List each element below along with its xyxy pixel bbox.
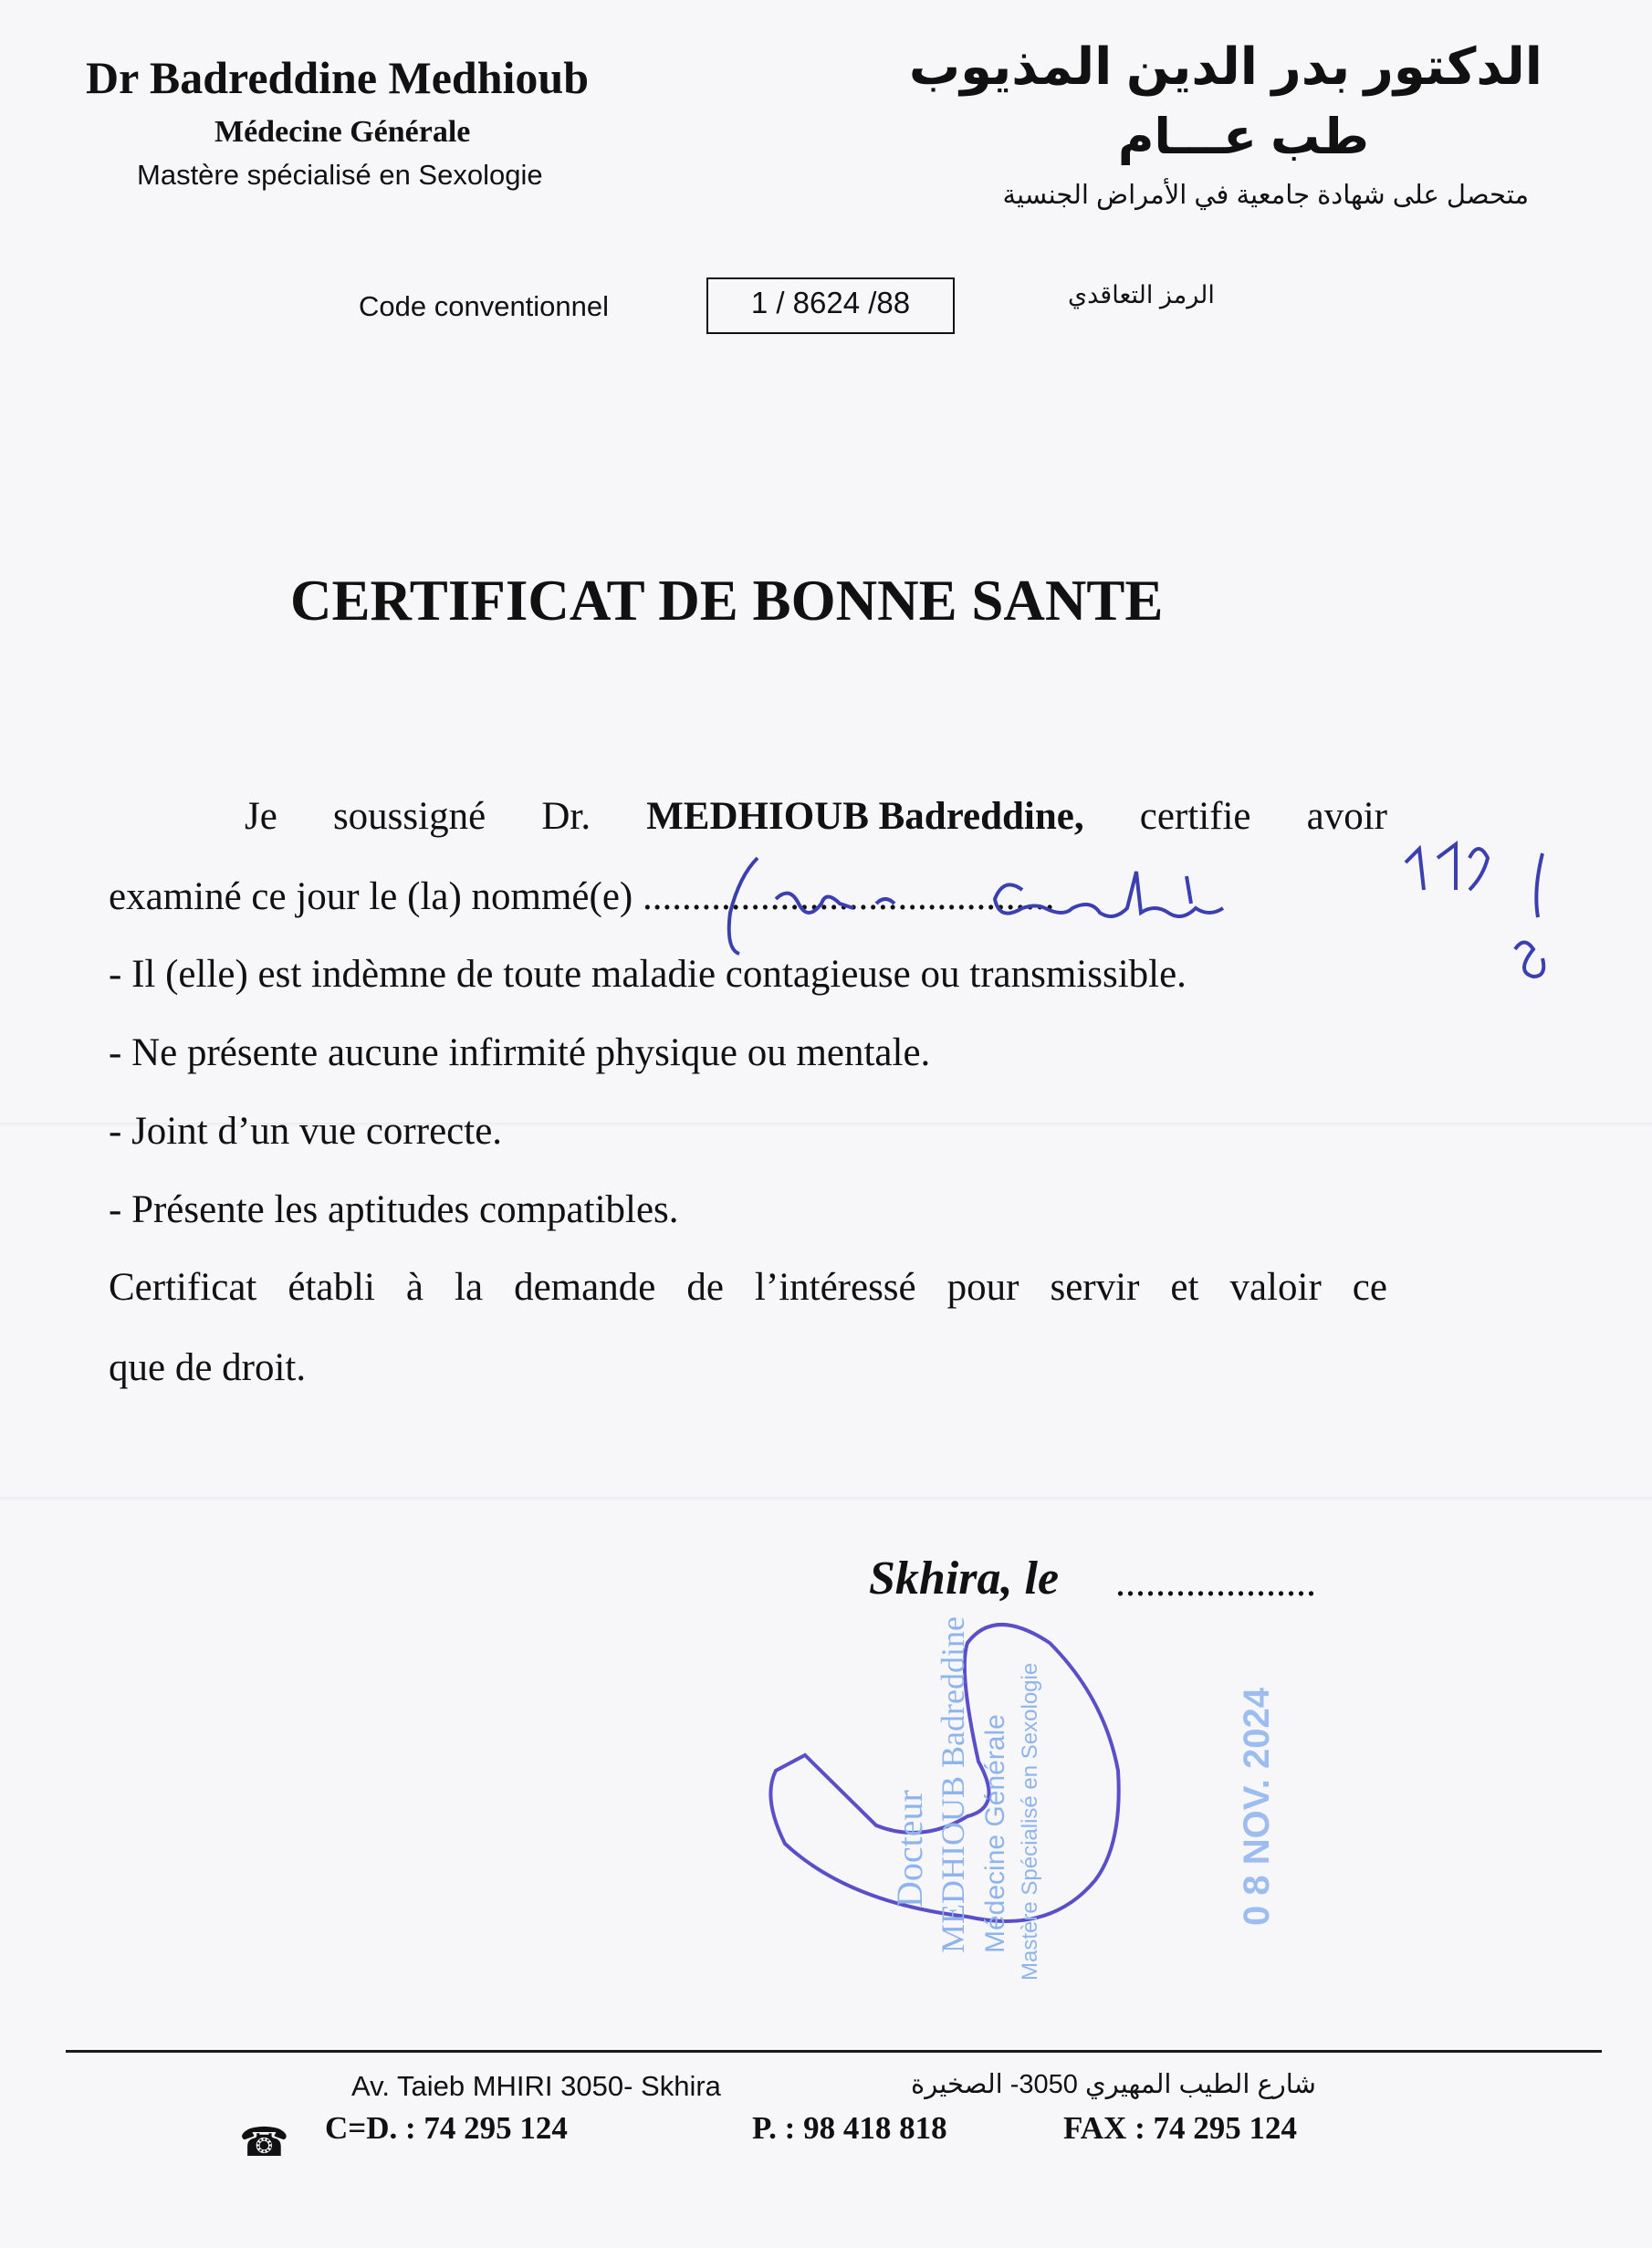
word: de — [686, 1266, 724, 1309]
word: servir — [1050, 1266, 1140, 1309]
code-value-box: 1 / 8624 /88 — [706, 277, 955, 334]
stamp-line: Mastère Spécialisé en Sexologie — [1018, 1662, 1042, 1981]
date-dots: .................... — [1115, 1560, 1316, 1605]
word: et — [1170, 1266, 1199, 1309]
footer-divider — [66, 2050, 1602, 2053]
item-1: - Il (elle) est indèmne de toute maladie contagieuse ou transmissible. — [109, 953, 1187, 996]
place-label: Skhira, le — [869, 1553, 1060, 1605]
telephone-icon: ☎ — [239, 2120, 289, 2165]
word: avoir — [1306, 795, 1387, 838]
word: pour — [946, 1266, 1019, 1309]
word: la — [455, 1266, 484, 1309]
specialty-ar: طب عـــام — [1117, 110, 1369, 164]
code-label-ar: الرمز التعاقدي — [1068, 281, 1215, 308]
word: Dr. — [541, 795, 591, 838]
phone-p: P. : 98 418 818 — [752, 2110, 947, 2146]
stamp-line: Docteur — [889, 1790, 930, 1908]
specialty-fr: Médecine Générale — [214, 115, 471, 149]
word: à — [405, 1266, 424, 1309]
word: demande — [514, 1266, 656, 1309]
doctor-name-bold: MEDHIOUB Badreddine, — [646, 795, 1084, 838]
body-line-2: examiné ce jour le (la) nommé(e) .......................................... — [109, 875, 1055, 918]
word: ce — [1352, 1266, 1387, 1309]
word: soussigné — [332, 795, 486, 838]
word: l’intéressé — [754, 1266, 916, 1309]
item-3: - Joint d’un vue correcte. — [109, 1110, 503, 1153]
address-fr: Av. Taieb MHIRI 3050- Skhira — [351, 2070, 721, 2102]
word: certifie — [1139, 795, 1251, 838]
word: établi — [288, 1266, 375, 1309]
doctor-name-ar: الدكتور بدر الدين المذيوب — [908, 37, 1542, 95]
word: valoir — [1229, 1266, 1322, 1309]
item-2: - Ne présente aucune infirmité physique ou mentale. — [109, 1031, 931, 1074]
closing-end: que de droit. — [109, 1346, 307, 1389]
stamp-line: Médecine Générale — [980, 1714, 1010, 1953]
handwritten-name — [729, 844, 1544, 977]
code-label: Code conventionnel — [359, 290, 610, 322]
certificate-title: CERTIFICAT DE BONNE SANTE — [290, 569, 1164, 633]
address-ar: شارع الطيب المهيري 3050- الصخيرة — [911, 2070, 1316, 2099]
master-fr: Mastère spécialisé en Sexologie — [137, 159, 543, 191]
item-4: - Présente les aptitudes compatibles. — [109, 1188, 679, 1231]
fax: FAX : 74 295 124 — [1063, 2110, 1297, 2146]
phone-cd: C=D. : 74 295 124 — [325, 2110, 568, 2146]
date-stamp: 0 8 NOV. 2024 — [1237, 1688, 1277, 1926]
word: Certificat — [109, 1266, 257, 1309]
word: Je — [245, 795, 277, 838]
doctor-stamp — [889, 1616, 1042, 1981]
doctor-name-fr: Dr Badreddine Medhioub — [86, 52, 590, 103]
stamp-line: MEDHIOUB Badreddine — [935, 1616, 971, 1953]
master-ar: متحصل على شهادة جامعية في الأمراض الجنسية — [1002, 181, 1529, 210]
